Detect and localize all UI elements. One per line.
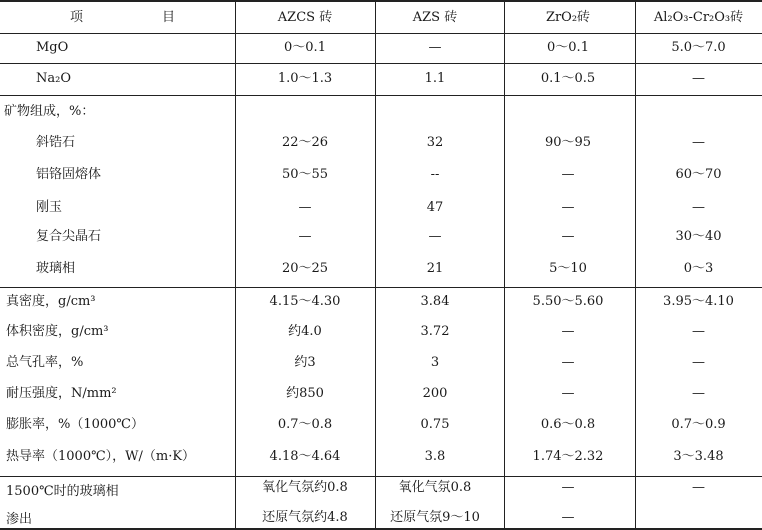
table-cell: 1.74～2.32: [532, 449, 604, 464]
table-cell: —: [561, 355, 575, 370]
table-cell: —: [561, 229, 575, 244]
table-cell: 60～70: [675, 167, 722, 182]
table-cell: 约4.0: [288, 324, 322, 339]
table-cell: —: [692, 386, 705, 401]
table-cell: 约3: [294, 355, 316, 370]
table-cell: 47: [426, 200, 444, 215]
table-cell: 32: [426, 135, 444, 150]
table-cell: —: [561, 200, 575, 215]
table-cell: —: [561, 324, 575, 339]
table-cell: 90～95: [544, 135, 592, 150]
table-cell: 氧化气氛0.8: [398, 480, 472, 495]
header-item-label-2: 目: [162, 10, 176, 25]
row-label: 体积密度，g/cm³: [6, 324, 109, 339]
table-cell: 3.72: [420, 324, 450, 339]
table-cell: 200: [422, 386, 448, 401]
table-cell: 0.7～0.9: [671, 417, 726, 432]
table-cell: 还原气氛9～10: [390, 510, 480, 525]
header-zro2: ZrO₂砖: [545, 10, 591, 25]
table-cell: 3～3.48: [673, 449, 724, 464]
row-label: Na₂O: [36, 71, 71, 86]
table-cell: 0～3: [683, 261, 714, 276]
row-label: 耐压强度，N/mm²: [6, 386, 117, 401]
header-azs: AZS 砖: [412, 10, 458, 25]
table-cell: —: [692, 324, 705, 339]
table-cell: —: [561, 510, 575, 525]
table-cell: 0.75: [420, 417, 450, 432]
table-cell: 0.6～0.8: [540, 417, 596, 432]
row-rule: [0, 287, 762, 288]
row-label: 膨胀率，%（1000℃）: [6, 417, 144, 432]
row-rule: [0, 63, 762, 64]
row-label: 斜锆石: [36, 135, 76, 150]
table-cell: 还原气氛约4.8: [262, 510, 348, 525]
table-cell: —: [561, 480, 575, 495]
table-cell: 0.7～0.8: [277, 417, 333, 432]
table-cell: —: [692, 200, 705, 215]
header-item-label: 项: [70, 10, 84, 25]
header-rule: [0, 33, 762, 34]
top-rule: [0, 0, 762, 2]
table-cell: 50～55: [281, 167, 329, 182]
table-cell: —: [298, 200, 312, 215]
header-al2o3-cr2o3: Al₂O₃-Cr₂O₃砖: [653, 10, 744, 25]
row-rule: [0, 95, 762, 96]
table-cell: 0.1～0.5: [540, 71, 596, 86]
table-cell: 3.84: [420, 294, 450, 309]
row-label: 总气孔率，%: [6, 355, 84, 370]
row-label: 渗出: [6, 512, 33, 527]
table-cell: 0～0.1: [284, 40, 326, 55]
row-label: MgO: [36, 40, 69, 55]
table-cell: 3.8: [424, 449, 446, 464]
row-label: 热导率（1000℃），W/（m·K）: [6, 449, 196, 464]
table-cell: 4.18～4.64: [269, 449, 341, 464]
table-cell: —: [692, 71, 705, 86]
table-cell: 5.0～7.0: [671, 40, 726, 55]
table-cell: 30～40: [675, 229, 722, 244]
row-label: 1500℃时的玻璃相: [6, 484, 119, 499]
table-cell: —: [692, 355, 705, 370]
table-cell: 4.15～4.30: [269, 294, 341, 309]
table-cell: 1.1: [424, 71, 446, 86]
table-cell: 21: [426, 261, 444, 276]
table-cell: 5～10: [549, 261, 587, 276]
header-azcs: AZCS 砖: [277, 10, 333, 25]
table-cell: 1.0～1.3: [277, 71, 333, 86]
row-label: 刚玉: [36, 200, 63, 215]
table-cell: --: [430, 167, 440, 182]
table-cell: —: [561, 386, 575, 401]
row-label: 复合尖晶石: [36, 229, 102, 244]
table-cell: —: [692, 480, 705, 495]
row-label: 真密度，g/cm³: [6, 294, 96, 309]
table-cell: 0～0.1: [547, 40, 589, 55]
table-cell: —: [692, 135, 705, 150]
section-label: 矿物组成，%：: [4, 104, 95, 119]
table-cell: 20～25: [281, 261, 329, 276]
table-cell: —: [428, 40, 442, 55]
table-cell: 约850: [286, 386, 324, 401]
table-cell: —: [298, 229, 312, 244]
table-cell: —: [428, 229, 442, 244]
row-label: 铝铬固熔体: [36, 167, 102, 182]
row-rule: [0, 476, 762, 477]
table-cell: 3: [430, 355, 440, 370]
table-cell: —: [561, 167, 575, 182]
table-cell: 5.50～5.60: [532, 294, 604, 309]
table-cell: 3.95～4.10: [663, 294, 734, 309]
table-cell: 22～26: [281, 135, 329, 150]
row-label: 玻璃相: [36, 261, 76, 276]
table-cell: 氧化气氛约0.8: [262, 480, 348, 495]
